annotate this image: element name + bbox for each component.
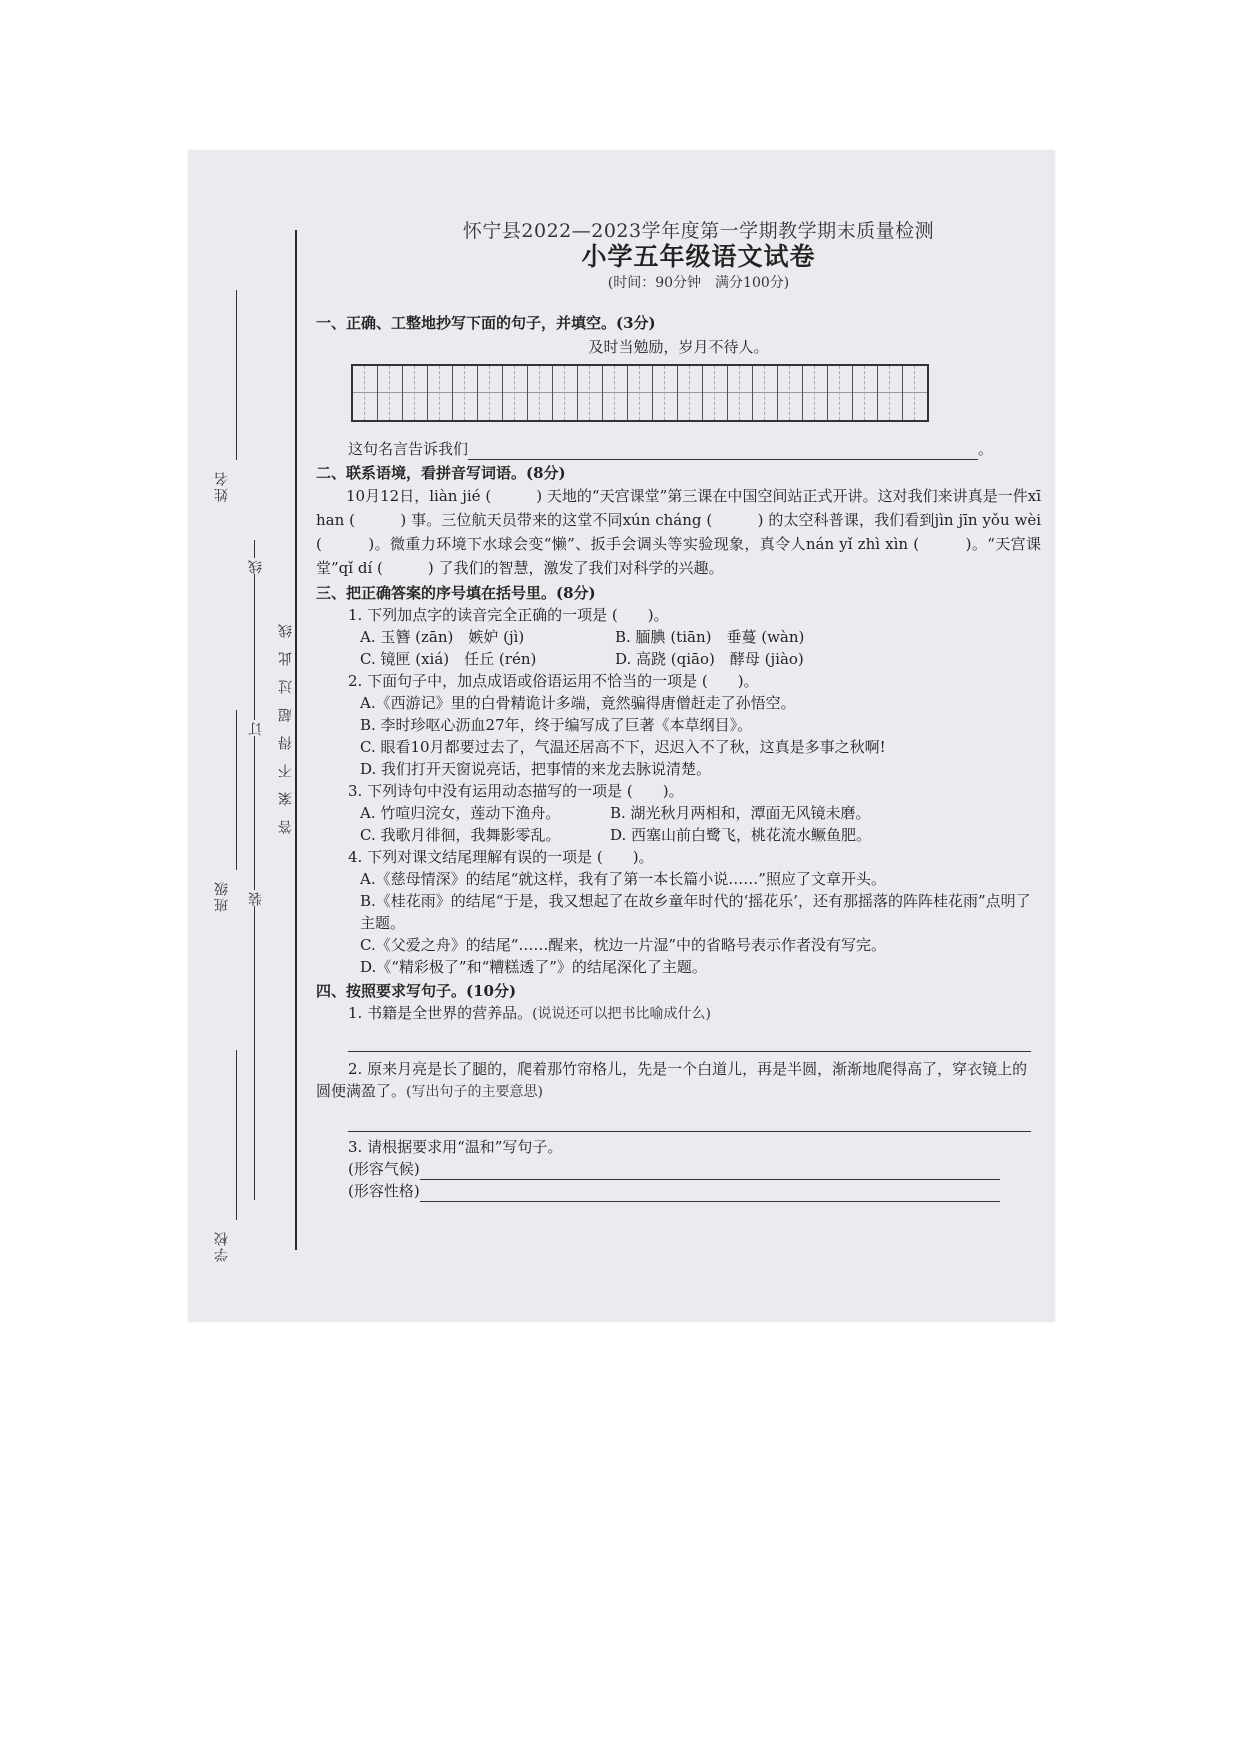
option-a[interactable]: A.《慈母情深》的结尾“就这样，我有了第一本长篇小说……”照应了文章开头。 (360, 870, 886, 888)
grid-cell[interactable] (603, 366, 628, 420)
q4-item3-climate-label: (形容气候) (348, 1160, 420, 1178)
q4-item1 (316, 1002, 1041, 1025)
exam-content (316, 220, 1041, 1202)
exam-sheet (188, 150, 1055, 1322)
grid-cell[interactable] (353, 366, 378, 420)
option-c[interactable]: C. 我歌月徘徊，我舞影零乱。 (360, 826, 561, 844)
q3-heading: 三、把正确答案的序号填在括号里。(8分) (316, 584, 596, 602)
grid-cell[interactable] (653, 366, 678, 420)
line-mark: 线 (248, 558, 264, 574)
q3-item3-options-row1 (316, 802, 1041, 824)
binding-rule (295, 230, 297, 1250)
option-a[interactable]: A. 玉簪 (zān) 嫉妒 (jì) (360, 628, 525, 646)
q4-item3-climate-line[interactable] (420, 1161, 1000, 1180)
exam-subtitle: 怀宁县2022—2023学年度第一学期教学期末质量检测 (462, 220, 935, 242)
option-a[interactable]: A.《西游记》里的白骨精诡计多端，竟然骗得唐僧赶走了孙悟空。 (360, 694, 796, 712)
q4-heading: 四、按照要求写句子。(10分) (316, 982, 517, 1000)
order-mark: 订 (248, 720, 264, 736)
binding-dashed-line (254, 540, 255, 1200)
grid-cell[interactable] (403, 366, 428, 420)
copy-grid[interactable] (351, 364, 929, 422)
grid-cell[interactable] (528, 366, 553, 420)
binding-margin (188, 150, 318, 1322)
option-d[interactable]: D. 高跷 (qiāo) 酵母 (jiào) (615, 650, 804, 668)
q4-item3-climate (316, 1158, 1041, 1180)
q1-heading: 一、正确、工整地抄写下面的句子，并填空。(3分) (316, 314, 656, 332)
q1-sentence: 及时当勉励，岁月不待人。 (588, 338, 769, 356)
q4-item3: 3. 请根据要求用“温和”写句子。 (348, 1138, 563, 1156)
option-a[interactable]: A. 竹喧归浣女，莲动下渔舟。 (360, 804, 561, 822)
q4-item3-character (316, 1180, 1041, 1202)
q4-item3-character-label: (形容性格) (348, 1182, 420, 1200)
q1-fill-prompt: 这句名言告诉我们 (348, 440, 469, 458)
option-d[interactable]: D. 我们打开天窗说亮话，把事情的来龙去脉说清楚。 (360, 760, 712, 778)
name-blank-line (236, 290, 237, 460)
name-label: 姓名 (214, 470, 230, 502)
option-b[interactable]: B.《桂花雨》的结尾“于是，我又想起了在故乡童年时代的‘摇花乐’，还有那摇落的阵阵桂花雨”点明了主题。 (360, 892, 1031, 932)
q4-item3-character-line[interactable] (420, 1183, 1000, 1202)
grid-cell[interactable] (378, 366, 403, 420)
seal-mark: 装 (248, 890, 264, 906)
option-b[interactable]: B. 腼腆 (tiān) 垂蔓 (wàn) (615, 628, 805, 646)
grid-cell[interactable] (728, 366, 753, 420)
q1-answer-line[interactable] (468, 441, 978, 460)
q3-item4-stem: 4. 下列对课文结尾理解有误的一项是 ( )。 (348, 848, 654, 866)
grid-cell[interactable] (428, 366, 453, 420)
q1-fill-end: 。 (978, 440, 994, 458)
binding-warning: 答案不得超过此线 (278, 610, 294, 834)
q3-item1-stem: 1. 下列加点字的读音完全正确的一项是 ( )。 (348, 606, 669, 624)
grid-cell[interactable] (453, 366, 478, 420)
q3-item3-stem: 3. 下列诗句中没有运用动态描写的一项是 ( )。 (348, 782, 684, 800)
grid-cell[interactable] (628, 366, 653, 420)
q4-item2 (316, 1058, 1041, 1103)
grid-cell[interactable] (878, 366, 903, 420)
grid-cell[interactable] (778, 366, 803, 420)
q2-heading: 二、联系语境，看拼音写词语。(8分) (316, 464, 566, 482)
grid-cell[interactable] (503, 366, 528, 420)
option-d[interactable]: D. 西塞山前白鹭飞，桃花流水鳜鱼肥。 (610, 826, 872, 844)
exam-meta: (时间：90分钟 满分100分) (607, 275, 790, 291)
q4-item1-text: 1. 书籍是全世界的营养品。 (348, 1004, 533, 1022)
option-c[interactable]: C.《父爱之舟》的结尾“……醒来，枕边一片湿”中的省略号表示作者没有写完。 (360, 936, 887, 954)
q3-item2-stem: 2. 下面句子中，加点成语或俗语运用不恰当的一项是 ( )。 (348, 672, 759, 690)
q2-passage: 10月12日，liàn jié ( ) 天地的“天宫课堂”第三课在中国空间站正式开讲。这对我们来讲真是一件xī han ( ) 事。三位航天员带来的这堂不同xún cháng ( ) 的太空科普课，我们看到jìn jīn yǒu wèi ( )。微重力环境下水球会变“懒”、扳手会调头等实验现象，真令人nán yǐ zhì xìn ( )。“天宫课堂”qǐ dí ( ) 了我们的智慧，激发了我们对科学的兴趣。 (316, 487, 1041, 577)
class-label: 班级 (214, 880, 230, 912)
q3-item1-options-row1 (316, 626, 1041, 648)
q4-item2-hint: (写出句子的主要意思) (406, 1084, 543, 1100)
grid-cell[interactable] (828, 366, 853, 420)
school-label: 学校 (214, 1230, 230, 1262)
q3-item3-options-row2 (316, 824, 1041, 846)
q4-item2-text: 2. 原来月亮是长了腿的，爬着那竹帘格儿，先是一个白道儿，再是半圆，渐渐地爬得高了，穿衣镜上的圆便满盈了。 (316, 1060, 1028, 1100)
q4-item1-hint: (说说还可以把书比喻成什么) (532, 1006, 712, 1022)
q1-fill (316, 438, 1041, 460)
grid-cell[interactable] (903, 366, 927, 420)
grid-cell[interactable] (678, 366, 703, 420)
exam-title: 小学五年级语文试卷 (581, 242, 816, 271)
grid-cell[interactable] (753, 366, 778, 420)
option-d[interactable]: D.《“精彩极了”和“糟糕透了”》的结尾深化了主题。 (360, 958, 707, 976)
grid-cell[interactable] (553, 366, 578, 420)
grid-cell[interactable] (703, 366, 728, 420)
grid-cell[interactable] (478, 366, 503, 420)
school-blank-line (236, 1050, 237, 1220)
grid-cell[interactable] (578, 366, 603, 420)
option-b[interactable]: B. 李时珍呕心沥血27年，终于编写成了巨著《本草纲目》。 (360, 716, 753, 734)
option-c[interactable]: C. 眼看10月都要过去了，气温还居高不下，迟迟入不了秋，这真是多事之秋啊! (360, 738, 886, 756)
option-b[interactable]: B. 湖光秋月两相和，潭面无风镜未磨。 (610, 804, 871, 822)
class-blank-line (236, 710, 237, 870)
q4-item2-answer-line[interactable] (348, 1113, 1031, 1132)
q3-item1-options-row2 (316, 648, 1041, 670)
grid-cell[interactable] (853, 366, 878, 420)
exam-header (356, 220, 1041, 294)
grid-cell[interactable] (803, 366, 828, 420)
option-c[interactable]: C. 镜匣 (xiá) 任丘 (rén) (360, 650, 537, 668)
q4-item1-answer-line[interactable] (348, 1033, 1031, 1052)
